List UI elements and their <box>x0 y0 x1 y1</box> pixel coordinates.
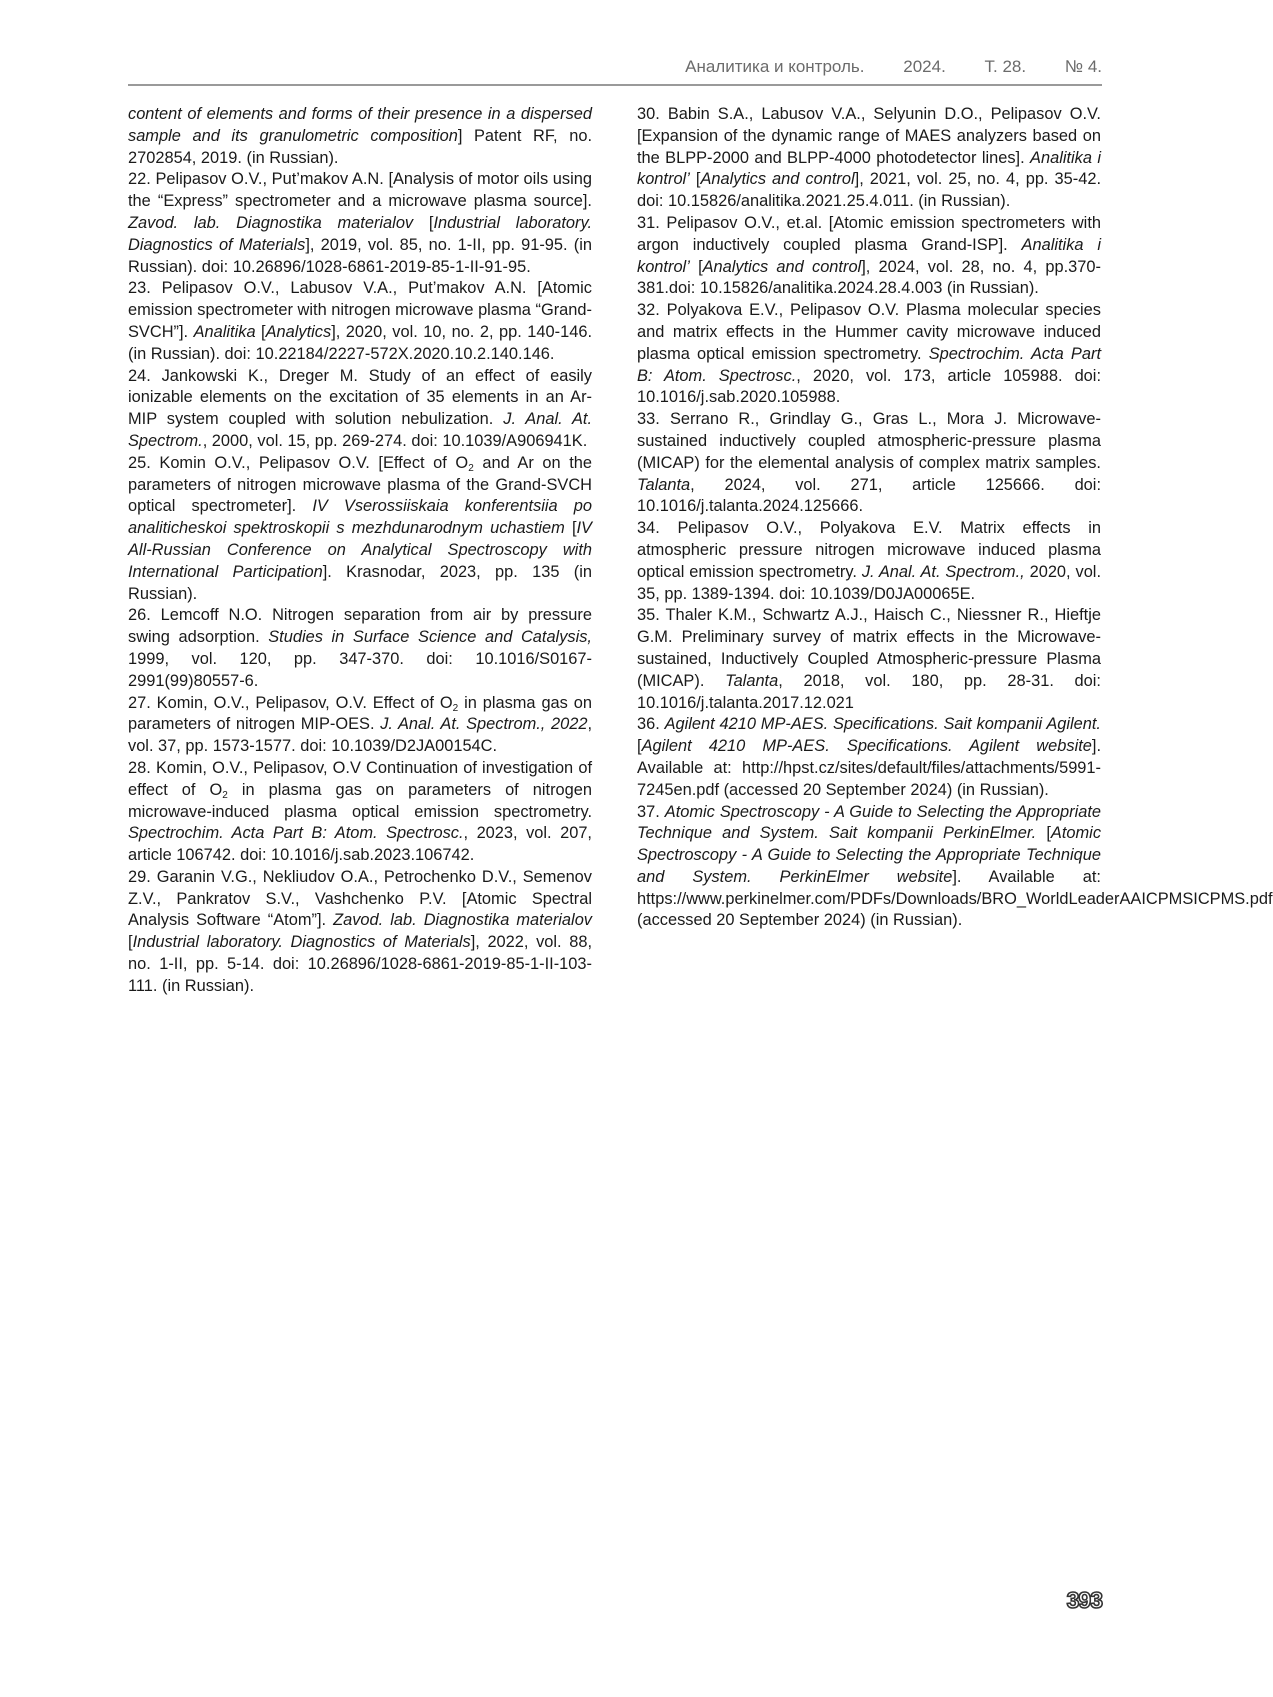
subscript: 2 <box>452 702 459 714</box>
italic-text: Atomic Spectroscopy - A Guide to Selecting the Appropriate Technique and System. Sait kompanii PerkinElmer. <box>637 802 1101 843</box>
italic-text: Zavod. lab. Diagnostika materialov <box>333 911 593 930</box>
italic-text: J. Anal. At. Spectrom. <box>128 410 592 450</box>
page-number: 393 <box>1066 1587 1102 1613</box>
reference-entry <box>637 605 1101 714</box>
reference-text: [ <box>689 170 701 189</box>
italic-text: Analitika i kontrol’ <box>637 235 1101 276</box>
references-left-column <box>128 104 592 998</box>
header-divider <box>128 84 1102 86</box>
reference-entry <box>128 104 592 169</box>
journal-volume: Т. 28. <box>984 57 1027 76</box>
reference-text: 27. Komin, O.V., Pelipasov, O.V. Effect of O <box>128 693 453 712</box>
reference-text: 31. Pelipasov O.V., et.al. [Atomic emission spectrometers with argon inductively coupled plasma Grand-ISP]. <box>637 213 1101 254</box>
reference-text: [ <box>413 213 434 232</box>
reference-text: 29. Garanin V.G., Nekliudov O.A., Petrochenko D.V., Semenov Z.V., Pankratov S.V., Vashchenko P.V. [Atomic Spectral Analysis Software “Atom”]. <box>128 867 592 930</box>
reference-text: 23. Pelipasov O.V., Labusov V.A., Put’makov A.N. [Atomic emission spectrometer with nitrogen microwave plasma “Grand-SVCH”]. <box>128 279 592 341</box>
journal-issue: № 4. <box>1064 57 1102 76</box>
italic-text: Analitika i kontrol’ <box>637 148 1101 189</box>
reference-text: [ <box>1036 824 1051 843</box>
italic-text: Talanta <box>637 475 691 494</box>
reference-text: , 2020, vol. 173, article 105988. doi: 10.1016/j.sab.2020.105988. <box>637 366 1101 407</box>
italic-text: Industrial laboratory. Diagnostics of Materials <box>128 213 592 254</box>
reference-text: 33. Serrano R., Grindlay G., Gras L., Mora J. Microwave-sustained inductively coupled atmospheric-pressure plasma (MICAP) for the elemental analysis of complex matrix samples. <box>637 410 1101 472</box>
italic-text: Industrial laboratory. Diagnostics of Materials <box>132 933 471 952</box>
italic-text: IV All-Russian Conference on Analytical Spectroscopy with International Participation <box>128 519 592 581</box>
italic-text: Analytics and control <box>702 257 862 276</box>
italic-text: Talanta <box>725 671 779 690</box>
reference-text: 25. Komin O.V., Pelipasov O.V. [Effect of O <box>128 453 469 472</box>
reference-entry <box>128 366 592 453</box>
reference-text: ], 2024, vol. 28, no. 4, pp.370-381.doi: 10.15826/analitika.2024.28.4.003 (in Russian). <box>637 257 1101 298</box>
italic-text: IV Vserossiiskaia konferentsiia po analiticheskoi spektroskopii s mezhdunarodnym uchastiem <box>128 497 592 538</box>
reference-text: ] Patent RF, no. 2702854, 2019. (in Russian). <box>128 126 593 167</box>
italic-text: Agilent 4210 MP-AES. Specifications. Agilent website <box>641 737 1092 756</box>
reference-text: 36. <box>637 715 665 734</box>
reference-text: ], 2022, vol. 88, no. 1-II, pp. 5-14. doi: 10.26896/1028-6861-2019-85-1-II-103-111. (in Russian). <box>128 933 593 995</box>
reference-entry <box>637 300 1101 409</box>
reference-text: ]. Krasnodar, 2023, pp. 135 (in Russian). <box>128 562 592 603</box>
reference-entry <box>128 169 592 278</box>
reference-text: 37. <box>637 802 665 821</box>
italic-text: J. Anal. At. Spectrom., 2022 <box>380 715 588 734</box>
italic-text: Agilent 4210 MP-AES. Specifications. Sait kompanii Agilent. <box>664 715 1101 734</box>
running-header <box>128 57 1102 79</box>
reference-text: 24. Jankowski K., Dreger M. Study of an effect of easily ionizable elements on the excitation of 35 elements in an Ar-MIP system coupled with solution nebulization. <box>128 366 592 429</box>
reference-text: 35. Thaler K.M., Schwartz A.J., Haisch C., Niessner R., Hieftje G.M. Preliminary survey of matrix effects in the Microwave-sustained, Inductively Coupled Atmospheric-pressure Plasma (MICAP). <box>637 606 1101 690</box>
reference-entry <box>637 802 1273 933</box>
journal-year: 2024. <box>903 57 946 76</box>
subscript: 2 <box>222 789 228 801</box>
italic-text: Spectrochim. Acta Part B: Atom. Spectrosc. <box>128 824 464 843</box>
reference-entry <box>637 213 1101 300</box>
reference-text: , vol. 37, pp. 1573-1577. doi: 10.1039/D2JA00154C. <box>128 715 593 756</box>
reference-text: [ <box>637 737 642 756</box>
reference-text: 32. Polyakova E.V., Pelipasov O.V. Plasma molecular species and matrix effects in the Hummer cavity microwave induced plasma optical emission spectrometry. <box>637 301 1101 363</box>
reference-text: and Ar on the parameters of nitrogen microwave plasma of the Grand-SVCH optical spectrometer]. <box>128 453 592 516</box>
reference-text: 1999, vol. 120, pp. 347-370. doi: 10.1016/S0167-2991(99)80557-6. <box>128 649 592 690</box>
italic-text: Analitika <box>193 322 256 341</box>
reference-text: 34. Pelipasov O.V., Polyakova E.V. Matrix effects in atmospheric pressure nitrogen microwave induced plasma optical emission spectrometry. <box>637 519 1101 581</box>
reference-entry <box>128 278 592 365</box>
italic-text: J. Anal. At. Spectrom., <box>861 562 1025 581</box>
reference-text: , 2023, vol. 207, article 106742. doi: 10.1016/j.sab.2023.106742. <box>128 824 592 865</box>
journal-name: Аналитика и контроль. <box>685 57 865 76</box>
italic-text: Atomic Spectroscopy - A Guide to Selecting the Appropriate Technique and System. PerkinElmer website <box>637 824 1102 886</box>
italic-text: Zavod. lab. Diagnostika materialov <box>128 213 414 232</box>
reference-text: [ <box>128 933 133 952</box>
reference-text: [ <box>255 322 266 341</box>
subscript: 2 <box>468 462 474 474</box>
reference-entry <box>128 693 592 758</box>
reference-text: ], 2020, vol. 10, no. 2, pp. 140-146. (in Russian). doi: 10.22184/2227-572X.2020.10.2.140.146. <box>128 322 592 363</box>
reference-text: 22. Pelipasov O.V., Put’makov A.N. [Analysis of motor oils using the “Express” spectrometer and a microwave plasma source]. <box>128 170 592 211</box>
italic-text: Spectrochim. Acta Part B: Atom. Spectrosc. <box>637 344 1101 385</box>
reference-text: ], 2019, vol. 85, no. 1-II, pp. 91-95. (in Russian). doi: 10.26896/1028-6861-2019-85-1-II-91-95. <box>128 235 592 276</box>
reference-entry <box>128 605 592 692</box>
reference-entry <box>128 453 592 606</box>
reference-text: 28. Komin, O.V., Pelipasov, O.V Continuation of investigation of effect of O <box>128 758 592 799</box>
italic-text: content of elements and forms of their presence in a dispersed sample and its granulometric composition <box>128 105 592 145</box>
references-right-column <box>637 104 1273 932</box>
reference-text: , 2024, vol. 271, article 125666. doi: 10.1016/j.talanta.2024.125666. <box>637 475 1101 516</box>
reference-entry <box>637 104 1101 213</box>
reference-text: 30. Babin S.A., Labusov V.A., Selyunin D.O., Pelipasov O.V. [Expansion of the dynamic range of MAES analyzers based on the BLPP-2000 and BLPP-4000 photodetector lines]. <box>637 105 1101 167</box>
reference-entry <box>128 758 592 867</box>
reference-text: in plasma gas on parameters of nitrogen microwave-induced plasma optical emission spectrometry. <box>128 780 592 821</box>
reference-text: [ <box>689 257 703 276</box>
reference-text: ]. Available at: http://hpst.cz/sites/default/files/attachments/5991-7245en.pdf (accessed 20 September 2024) (in Russian). <box>637 737 1101 799</box>
italic-text: Studies in Surface Science and Catalysis, <box>268 628 592 647</box>
reference-text: [ <box>564 519 577 538</box>
reference-entry <box>128 867 592 998</box>
reference-text: ], 2021, vol. 25, no. 4, pp. 35-42. doi: 10.15826/analitika.2021.25.4.011. (in Russian). <box>637 170 1101 211</box>
reference-text: 2020, vol. 35, pp. 1389-1394. doi: 10.1039/D0JA00065E. <box>637 562 1102 603</box>
reference-text: 26. Lemcoff N.O. Nitrogen separation from air by pressure swing adsorption. <box>128 606 592 647</box>
reference-text: ]. Available at: https://www.perkinelmer.com/PDFs/Downloads/BRO_WorldLeaderAAICPMSICPMS.pdf (accessed 20 September 2024) (in Russian). <box>637 867 1273 930</box>
reference-entry <box>637 518 1101 605</box>
italic-text: Analytics <box>265 322 332 341</box>
reference-text: , 2000, vol. 15, pp. 269-274. doi: 10.1039/A906941K. <box>202 431 588 450</box>
reference-text: in plasma gas on parameters of nitrogen MIP-OES. <box>128 693 592 734</box>
reference-text: , 2018, vol. 180, pp. 28-31. doi: 10.1016/j.talanta.2017.12.021 <box>637 671 1101 712</box>
italic-text: Analytics and control <box>700 170 855 189</box>
reference-entry <box>637 409 1101 518</box>
reference-entry <box>637 714 1101 801</box>
